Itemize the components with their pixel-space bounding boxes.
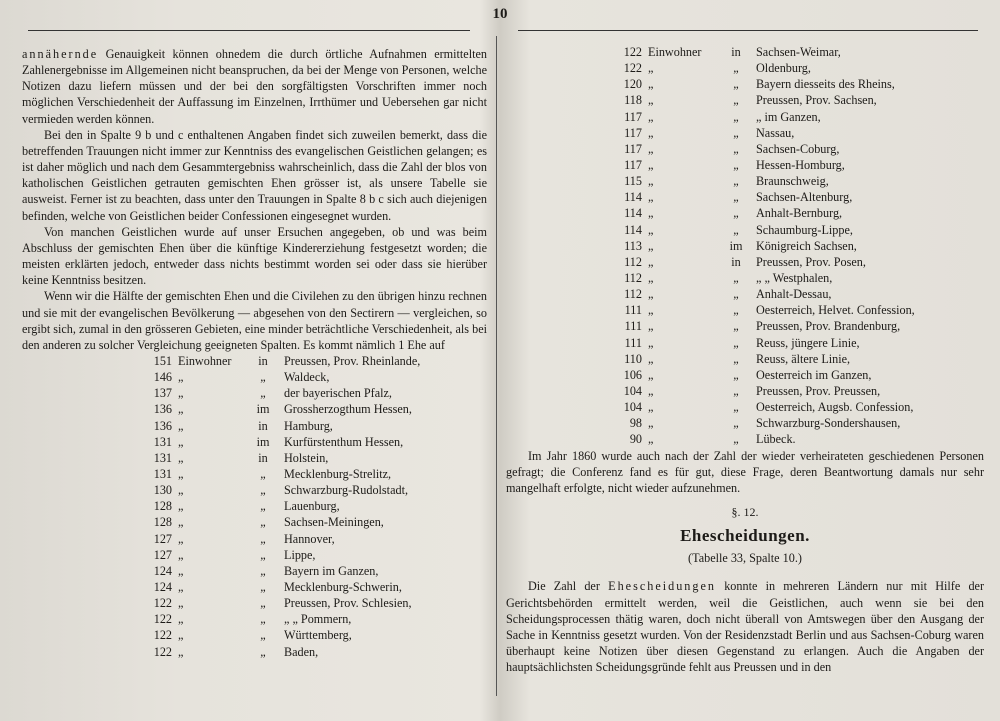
ratio-unit: „	[648, 400, 654, 415]
ratio-unit: „	[178, 531, 184, 546]
ratio-region: Sachsen-Weimar,	[756, 45, 841, 59]
ratio-unit: „	[648, 77, 654, 92]
ratio-prep: „	[733, 287, 739, 302]
ratio-num: 131	[153, 434, 172, 449]
ratio-num: 111	[624, 319, 642, 334]
ratio-row	[130, 385, 487, 401]
ratio-region: Reuss, jüngere Linie,	[756, 335, 860, 350]
ratio-num: 131	[153, 466, 172, 481]
ratio-unit: „	[648, 238, 654, 253]
ratio-prep: in	[731, 254, 741, 269]
ratio-prep: im	[729, 238, 743, 253]
ratio-row	[602, 205, 984, 221]
ratio-region: Kurfürstenthum Hessen,	[284, 434, 404, 449]
ratio-unit: „	[648, 109, 654, 124]
ratio-region: Hessen-Homburg,	[756, 157, 845, 172]
ratio-unit: Einwohner	[178, 353, 232, 368]
ratio-unit: „	[648, 383, 654, 398]
ratio-prep: „	[733, 400, 739, 415]
ratio-num: 115	[624, 174, 642, 189]
ratio-row	[602, 173, 984, 189]
ratio-row	[602, 238, 984, 254]
ratio-region: Bayern diesseits des Rheins,	[756, 77, 895, 92]
ratio-unit: „	[648, 416, 654, 431]
ratio-unit: „	[178, 547, 184, 562]
page-number: 10	[492, 6, 508, 22]
ratio-prep: „	[260, 644, 266, 659]
column-divider	[496, 36, 497, 696]
left-column	[22, 46, 487, 660]
ratio-prep: „	[260, 612, 266, 627]
ratio-prep: „	[733, 77, 739, 92]
ratio-row	[602, 383, 984, 399]
ratio-region: Oesterreich, Helvet. Confession,	[756, 303, 915, 318]
ratio-region: Grossherzogthum Hessen,	[284, 402, 412, 417]
ratio-row	[602, 351, 984, 367]
ratio-prep: „	[733, 335, 739, 350]
ratio-num: 117	[624, 141, 642, 156]
ratio-region: Preussen, Prov. Schlesien,	[284, 596, 412, 611]
ratio-prep: in	[731, 45, 741, 59]
ratio-prep: „	[260, 483, 266, 498]
ratio-num: 117	[624, 109, 642, 124]
ratio-region: Sachsen-Coburg,	[756, 141, 840, 156]
ratio-row	[602, 367, 984, 383]
section-number: §. 12.	[731, 504, 759, 519]
ratio-region: „ im Ganzen,	[756, 109, 821, 124]
ratio-unit: „	[178, 612, 184, 627]
ratio-unit: „	[178, 386, 184, 401]
ratio-unit: „	[178, 563, 184, 578]
ratio-num: 146	[153, 370, 172, 385]
ratio-num: 151	[153, 353, 172, 368]
ratio-row	[130, 369, 487, 385]
ratio-num: 136	[153, 418, 172, 433]
ratio-prep: „	[733, 125, 739, 140]
ratio-prep: „	[733, 206, 739, 221]
ratio-num: 110	[624, 351, 642, 366]
ratio-unit: „	[648, 174, 654, 189]
ratio-num: 127	[153, 531, 172, 546]
ratio-prep: „	[733, 351, 739, 366]
ratio-unit: „	[648, 351, 654, 366]
ratio-region: „ „ Pommern,	[284, 612, 352, 627]
ratio-region: Sachsen-Altenburg,	[756, 190, 853, 205]
paragraph-3: Von manchen Geistlichen wurde auf unser Ersuchen angegeben, ob und was beim Abschluss der gemischten Ehen über die künftige Kindererziehung festgesetzt worden; die meisten erklärten jedoch, entweder dass nichts bestimmt worden sei oder dass sie hierüber keine Kenntniss besitzen.	[22, 224, 487, 288]
ratio-num: 136	[153, 402, 172, 417]
table-reference: (Tabelle 33, Spalte 10.)	[688, 551, 802, 566]
ratio-num: 113	[624, 238, 642, 253]
ratio-unit: „	[178, 483, 184, 498]
ratio-prep: „	[733, 367, 739, 382]
ratio-num: 104	[623, 383, 642, 398]
ratio-unit: „	[178, 515, 184, 530]
ratio-prep: im	[256, 434, 270, 449]
ratio-num: 127	[153, 547, 172, 562]
header-rule-left	[28, 30, 470, 31]
ratio-region: Hamburg,	[284, 418, 333, 433]
ratio-region: Preussen, Prov. Rheinlande,	[284, 353, 421, 368]
ratio-num: 90	[629, 432, 642, 447]
ratio-unit: „	[648, 335, 654, 350]
ratio-unit: „	[648, 367, 654, 382]
ratio-unit: „	[648, 93, 654, 108]
ratio-row	[130, 482, 487, 498]
ratio-prep: „	[260, 499, 266, 514]
ratio-prep: „	[733, 383, 739, 398]
ratio-row	[130, 563, 487, 579]
ratio-unit: „	[648, 303, 654, 318]
ratio-row	[130, 531, 487, 547]
ratio-region: Schwarzburg-Sondershausen,	[756, 416, 901, 431]
right-column	[506, 44, 984, 675]
ratio-list-right	[506, 44, 984, 448]
ratio-region: Hannover,	[284, 531, 335, 546]
ratio-region: Preussen, Prov. Sachsen,	[756, 93, 877, 108]
ratio-unit: „	[178, 644, 184, 659]
section-title: Ehescheidungen.	[680, 526, 810, 546]
ratio-region: „ „ Westphalen,	[756, 270, 833, 285]
ratio-region: Waldeck,	[284, 370, 330, 385]
ratio-prep: „	[733, 174, 739, 189]
ratio-num: 122	[153, 612, 172, 627]
ratio-num: 111	[624, 303, 642, 318]
ratio-prep: „	[260, 563, 266, 578]
ratio-num: 124	[153, 579, 172, 594]
ratio-region: Oesterreich, Augsb. Confession,	[756, 400, 914, 415]
ratio-row	[130, 418, 487, 434]
ratio-unit: „	[178, 402, 184, 417]
ratio-unit: „	[178, 466, 184, 481]
ratio-prep: „	[260, 531, 266, 546]
ratio-region: Anhalt-Dessau,	[756, 287, 832, 302]
ratio-row	[602, 286, 984, 302]
ratio-row	[602, 399, 984, 415]
ratio-num: 122	[623, 45, 642, 59]
ratio-row	[130, 644, 487, 660]
ratio-num: 122	[153, 596, 172, 611]
ratio-row	[602, 189, 984, 205]
paragraph-1-lead: annähernde	[22, 47, 99, 61]
ratio-row	[130, 595, 487, 611]
ratio-prep: „	[733, 416, 739, 431]
ratio-prep: „	[260, 596, 266, 611]
ratio-num: 114	[624, 206, 642, 221]
ratio-unit: „	[178, 499, 184, 514]
ratio-row	[602, 318, 984, 334]
ratio-num: 112	[624, 270, 642, 285]
ratio-unit: „	[648, 141, 654, 156]
ratio-region: Preussen, Prov. Preussen,	[756, 383, 881, 398]
ratio-region: Schaumburg-Lippe,	[756, 222, 853, 237]
ratio-region: Reuss, ältere Linie,	[756, 351, 851, 366]
ratio-num: 122	[153, 628, 172, 643]
ratio-row	[130, 627, 487, 643]
ratio-row	[130, 547, 487, 563]
ratio-region: Oldenburg,	[756, 61, 811, 76]
ratio-prep: „	[260, 628, 266, 643]
ratio-prep: „	[733, 319, 739, 334]
ratio-region: Mecklenburg-Schwerin,	[284, 579, 402, 594]
ratio-region: Baden,	[284, 644, 319, 659]
ratio-num: 131	[153, 450, 172, 465]
ratio-prep: „	[260, 386, 266, 401]
ratio-num: 98	[629, 416, 642, 431]
paragraph-2: Bei den in Spalte 9 b und c enthaltenen Angaben findet sich zuweilen bemerkt, dass die betreffenden Trauungen nicht immer zur Kenntniss des evangelischen Geistlichen gelangen; es ist daher möglich und nach dem Gesammtergebniss wahrscheinlich, dass die Zahl der blos von katholischen Geistlichen getrauten gemischten Ehen grösser ist, als unsere Tabelle sie ausweist. Ferner ist zu beachten, dass unter den Trauungen in Spalte 8 b c sich auch diejenigen befinden, welche von Geistlichen beider Confessionen eingesegnet wurden.	[22, 127, 487, 223]
paragraph-remarried: Im Jahr 1860 wurde auch nach der Zahl der wieder verheirateten geschiedenen Personen gefragt; die Conferenz fand es für gut, diese Frage, deren Beantwortung damals nur sehr mangelhaft erfolgte, nicht wieder aufzunehmen.	[506, 448, 984, 495]
ratio-prep: in	[258, 353, 268, 368]
ratio-unit: Einwohner	[648, 45, 702, 59]
ratio-num: 104	[623, 400, 642, 415]
ratio-unit: „	[648, 206, 654, 221]
ratio-num: 128	[153, 515, 172, 530]
ratio-row	[602, 92, 984, 108]
ratio-prep: „	[260, 547, 266, 562]
ratio-num: 130	[153, 483, 172, 498]
ratio-row	[602, 141, 984, 157]
ratio-num: 114	[624, 222, 642, 237]
ratio-prep: „	[733, 157, 739, 172]
ratio-region: Lübeck.	[756, 432, 796, 447]
ratio-row	[130, 498, 487, 514]
ratio-prep: „	[260, 515, 266, 530]
paragraph-divorces-term: Ehescheidungen	[608, 579, 716, 594]
ratio-region: Königreich Sachsen,	[756, 238, 857, 253]
ratio-row	[130, 611, 487, 627]
ratio-region: der bayerischen Pfalz,	[284, 386, 392, 401]
ratio-region: Mecklenburg-Strelitz,	[284, 466, 392, 481]
paragraph-divorces-lead: Die Zahl der	[528, 579, 600, 594]
paragraph-divorces	[506, 578, 984, 675]
ratio-num: 137	[153, 386, 172, 401]
ratio-unit: „	[178, 434, 184, 449]
ratio-prep: in	[258, 450, 268, 465]
ratio-unit: „	[648, 157, 654, 172]
ratio-row	[130, 401, 487, 417]
ratio-row	[602, 222, 984, 238]
ratio-num: 124	[153, 563, 172, 578]
ratio-row	[602, 270, 984, 286]
ratio-region: Oesterreich im Ganzen,	[756, 367, 872, 382]
ratio-unit: „	[178, 450, 184, 465]
ratio-region: Schwarzburg-Rudolstadt,	[284, 483, 408, 498]
ratio-unit: „	[648, 254, 654, 269]
ratio-unit: „	[178, 596, 184, 611]
ratio-num: 112	[624, 254, 642, 269]
ratio-row	[602, 76, 984, 92]
paragraph-divorces-rest: konnte in mehreren Ländern nur mit Hilfe der Gerichtsbehörden ermittelt werden, weil die Geistlichen, auch wenn sie bei den Scheidungsprocessen thätig waren, doch nicht überall von Amtswegen über den Ausgang der Sache in Kenntniss gesetzt wurden. Von der Residenzstadt Berlin und aus Sachsen-Coburg waren überhaupt keine Notizen über diesen Gegenstand zu erlangen. Auch die Angaben der hauptsächlichsten Scheidungsgründe fehlt aus Preussen und in den	[506, 579, 985, 675]
ratio-list-left	[22, 353, 487, 660]
ratio-row	[130, 579, 487, 595]
ratio-row	[130, 466, 487, 482]
ratio-unit: „	[648, 270, 654, 285]
ratio-num: 117	[624, 125, 642, 140]
ratio-unit: „	[648, 190, 654, 205]
ratio-num: 120	[623, 77, 642, 92]
ratio-num: 122	[623, 61, 642, 76]
ratio-unit: „	[648, 125, 654, 140]
ratio-num: 118	[624, 93, 642, 108]
ratio-unit: „	[648, 287, 654, 302]
ratio-row	[602, 60, 984, 76]
ratio-num: 117	[624, 157, 642, 172]
ratio-row	[602, 109, 984, 125]
paragraph-1-rest: Genauigkeit können ohnedem die durch örtliche Aufnahmen ermittelten Zahlenergebnisse im Allgemeinen nicht beanspruchen, da bei der Menge von Personen, welche Notizen dazu liefern müssen und der bei den sorgfältigsten Vorschriften immer noch möglichen Verschiedenheit der Auffassung im Einzelnen, Irrthümer und Uebersehen gar nicht vermieden werden können.	[22, 47, 487, 126]
ratio-prep: „	[733, 61, 739, 76]
ratio-unit: „	[178, 628, 184, 643]
ratio-row	[130, 434, 487, 450]
ratio-num: 111	[624, 335, 642, 350]
ratio-num: 114	[624, 190, 642, 205]
ratio-row	[602, 431, 984, 447]
ratio-unit: „	[648, 432, 654, 447]
ratio-prep: „	[260, 370, 266, 385]
ratio-region: Holstein,	[284, 450, 329, 465]
ratio-num: 106	[623, 367, 642, 382]
ratio-region: Sachsen-Meiningen,	[284, 515, 384, 530]
ratio-unit: „	[178, 418, 184, 433]
ratio-prep: „	[733, 93, 739, 108]
ratio-region: Anhalt-Bernburg,	[756, 206, 843, 221]
ratio-num: 112	[624, 287, 642, 302]
ratio-row	[602, 254, 984, 270]
ratio-unit: „	[648, 61, 654, 76]
ratio-prep: „	[733, 190, 739, 205]
ratio-region: Preussen, Prov. Brandenburg,	[756, 319, 901, 334]
ratio-region: Braunschweig,	[756, 174, 829, 189]
ratio-prep: „	[733, 270, 739, 285]
paragraph-4: Wenn wir die Hälfte der gemischten Ehen und die Civilehen zu den übrigen hinzu rechnen und sie mit der evangelischen Bevölkerung — abgesehen von den Sectirern — vergleichen, so ergibt sich, zumal in den grösseren Gebieten, eine minder beträchtliche Verschiedenheit, als bei den anderen zu solcher Vergleichung geeigneten Spalten. Es kommt nämlich 1 Ehe auf	[22, 289, 487, 352]
ratio-prep: „	[260, 466, 266, 481]
ratio-prep: „	[733, 222, 739, 237]
ratio-unit: „	[178, 370, 184, 385]
ratio-num: 122	[153, 644, 172, 659]
ratio-prep: „	[260, 579, 266, 594]
ratio-unit: „	[648, 319, 654, 334]
ratio-region: Nassau,	[756, 125, 795, 140]
ratio-row	[130, 353, 487, 369]
ratio-row	[602, 415, 984, 431]
ratio-row	[130, 514, 487, 530]
header-rule-right	[518, 30, 978, 31]
ratio-row	[130, 450, 487, 466]
ratio-region: Lauenburg,	[284, 499, 340, 514]
ratio-row	[602, 157, 984, 173]
ratio-prep: im	[256, 402, 270, 417]
ratio-region: Württemberg,	[284, 628, 352, 643]
ratio-row	[602, 302, 984, 318]
ratio-unit: „	[648, 222, 654, 237]
ratio-prep: in	[258, 418, 268, 433]
ratio-unit: „	[178, 579, 184, 594]
ratio-row	[602, 125, 984, 141]
ratio-prep: „	[733, 141, 739, 156]
ratio-region: Bayern im Ganzen,	[284, 563, 379, 578]
ratio-prep: „	[733, 109, 739, 124]
ratio-prep: „	[733, 303, 739, 318]
ratio-row	[602, 335, 984, 351]
ratio-region: Lippe,	[284, 547, 316, 562]
paragraph-1	[22, 46, 487, 127]
ratio-prep: „	[733, 432, 739, 447]
ratio-row	[602, 44, 984, 60]
ratio-num: 128	[153, 499, 172, 514]
ratio-region: Preussen, Prov. Posen,	[756, 254, 866, 269]
